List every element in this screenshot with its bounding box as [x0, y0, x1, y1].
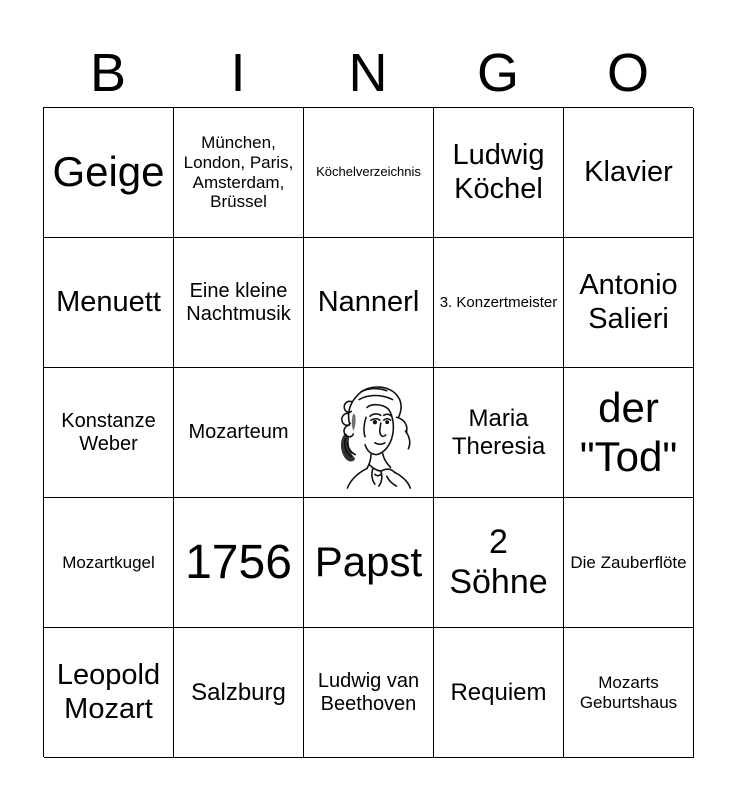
bingo-cell[interactable]: Salzburg	[174, 628, 304, 758]
free-space[interactable]	[304, 368, 434, 498]
bingo-cell[interactable]: München, London, Paris, Amsterdam, Brüssel	[174, 108, 304, 238]
bingo-cell[interactable]: Requiem	[434, 628, 564, 758]
bingo-cell[interactable]: 3. Konzertmeister	[434, 238, 564, 368]
bingo-cell[interactable]: Mozartkugel	[44, 498, 174, 628]
bingo-cell[interactable]: Antonio Salieri	[564, 238, 694, 368]
bingo-cell[interactable]: Papst	[304, 498, 434, 628]
bingo-cell[interactable]: Maria Theresia	[434, 368, 564, 498]
bingo-cell[interactable]: Mozarteum	[174, 368, 304, 498]
bingo-cell[interactable]: 1756	[174, 498, 304, 628]
bingo-cell[interactable]: Ludwig Köchel	[434, 108, 564, 238]
bingo-cell[interactable]: Eine kleine Nachtmusik	[174, 238, 304, 368]
bingo-cell[interactable]: Menuett	[44, 238, 174, 368]
bingo-cell[interactable]: Nannerl	[304, 238, 434, 368]
bingo-grid	[43, 107, 693, 757]
bingo-cell[interactable]: der "Tod"	[564, 368, 694, 498]
bingo-cell[interactable]: Ludwig van Beethoven	[304, 628, 434, 758]
bingo-cell[interactable]: Köchelverzeichnis	[304, 108, 434, 238]
header-letter-b: B	[89, 43, 127, 103]
bingo-cell[interactable]: Geige	[44, 108, 174, 238]
header-letter-o: O	[606, 43, 649, 103]
header-letter-n: N	[348, 43, 388, 103]
mozart-portrait-icon	[310, 374, 428, 492]
bingo-cell[interactable]: Leopold Mozart	[44, 628, 174, 758]
header-letter-i: I	[230, 43, 246, 103]
bingo-header	[43, 40, 693, 106]
bingo-cell[interactable]: Mozarts Geburtshaus	[564, 628, 694, 758]
bingo-cell[interactable]: 2 Söhne	[434, 498, 564, 628]
header-letter-g: G	[476, 43, 519, 103]
bingo-cell[interactable]: Die Zauberflöte	[564, 498, 694, 628]
bingo-cell[interactable]: Konstanze Weber	[44, 368, 174, 498]
bingo-cell[interactable]: Klavier	[564, 108, 694, 238]
